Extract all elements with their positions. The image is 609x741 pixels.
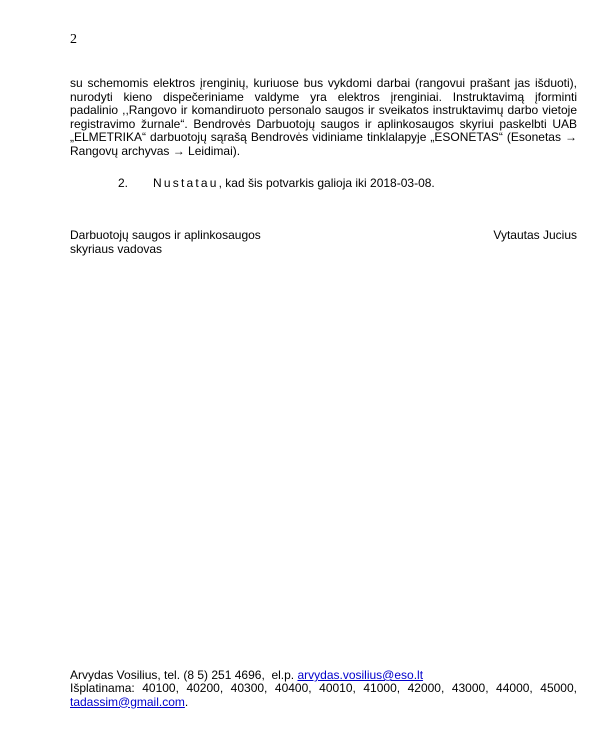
- paragraph-line: padalinio ,,Rangovo ir komandiruoto personalo saugos ir sveikatos instruktavimų darbo vietoje: [70, 103, 577, 118]
- signatory-position: [70, 229, 261, 256]
- position-line: skyriaus vadovas: [70, 241, 163, 256]
- author-line: [70, 669, 577, 682]
- paragraph-line: registravimo žurnale“. Bendrovės Darbuotojų saugos ir aplinkosaugos skyriui paskelbti UAB: [70, 116, 577, 131]
- distribution-line: Išplatinama: 40100, 40200, 40300, 40400, 40010, 41000, 42000, 43000, 44000, 45000,: [70, 681, 577, 696]
- author-email-link[interactable]: arvydas.vosilius@eso.lt: [297, 668, 424, 682]
- paragraph-line: „ELMETRIKA“ darbuotojų sąrašą Bendrovės vidiniame tinklalapyje „ESONETAS“ (Esonetas →: [70, 130, 577, 145]
- extra-email-line: [70, 696, 577, 709]
- footer: [70, 669, 577, 709]
- paragraph-line: nurodyti kieno dispečeriniame valdyme yra elektros įrenginiai. Instruktavimą įforminti: [70, 89, 577, 104]
- signatory-name: Vytautas Jucius: [493, 228, 577, 242]
- author-text: Arvydas Vosilius, tel. (8 5) 251 4696, el.p.: [70, 668, 298, 682]
- body-paragraph: [70, 77, 577, 159]
- position-line: Darbuotojų saugos ir aplinkosaugos: [70, 228, 261, 242]
- item-text: , kad šis potvarkis galioja iki 2018-03-08.: [218, 176, 435, 190]
- page-number: 2: [70, 32, 77, 47]
- paragraph-line: su schemomis elektros įrenginių, kuriuose bus vykdomi darbai (rangovui prašant jas išduoti),: [70, 76, 577, 90]
- item-keyword: Nustatau: [153, 176, 219, 190]
- extra-email-link[interactable]: tadassim@gmail.com: [70, 694, 185, 709]
- item-number: 2.: [118, 176, 129, 190]
- suffix: .: [184, 694, 189, 709]
- paragraph-line: Rangovų archyvas → Leidimai).: [70, 143, 241, 158]
- numbered-item: [118, 176, 435, 190]
